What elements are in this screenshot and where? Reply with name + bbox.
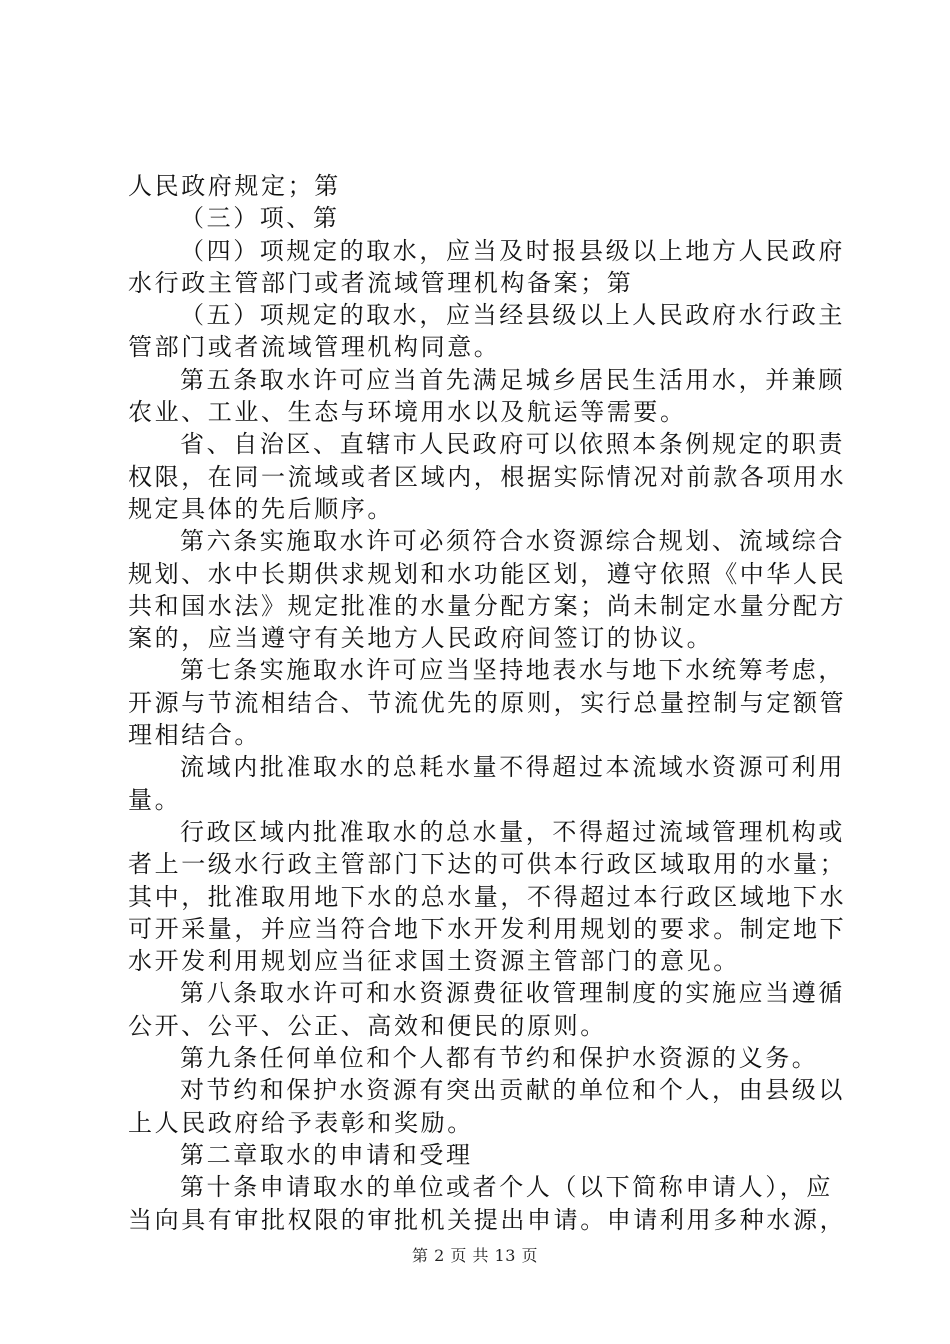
text-line: 当向具有审批权限的审批机关提出申请。申请利用多种水源， bbox=[128, 1205, 847, 1234]
text-line: 公开、公平、公正、高效和便民的原则。 bbox=[128, 1011, 607, 1040]
text-line: 可开采量，并应当符合地下水开发利用规划的要求。制定地下 bbox=[128, 914, 847, 943]
text-line: 共和国水法》规定批准的水量分配方案；尚未制定水量分配方 bbox=[128, 591, 847, 620]
text-line: 管部门或者流域管理机构同意。 bbox=[128, 333, 501, 362]
text-line: 上人民政府给予表彰和奖励。 bbox=[128, 1108, 474, 1137]
text-line: 对节约和保护水资源有突出贡献的单位和个人，由县级以 bbox=[180, 1076, 845, 1105]
text-line: 开源与节流相结合、节流优先的原则，实行总量控制与定额管 bbox=[128, 688, 847, 717]
text-line: 第七条实施取水许可应当坚持地表水与地下水统筹考虑， bbox=[180, 656, 845, 685]
text-line: 规定具体的先后顺序。 bbox=[128, 494, 394, 523]
text-line: （五）项规定的取水，应当经县级以上人民政府水行政主 bbox=[180, 301, 845, 330]
text-line: （三）项、第 bbox=[180, 204, 340, 233]
text-line: 人民政府规定；第 bbox=[128, 172, 341, 200]
text-line: 农业、工业、生态与环境用水以及航运等需要。 bbox=[128, 398, 687, 427]
page-footer: 第 2 页 共 13 页 bbox=[412, 1246, 538, 1265]
text-line: 第八条取水许可和水资源费征收管理制度的实施应当遵循 bbox=[180, 979, 845, 1008]
text-line: 第五条取水许可应当首先满足城乡居民生活用水，并兼顾 bbox=[180, 365, 845, 394]
chapter-heading: 第二章取水的申请和受理 bbox=[180, 1140, 473, 1169]
text-line: 规划、水中长期供求规划和水功能区划，遵守依照《中华人民 bbox=[128, 559, 847, 588]
text-line: 权限，在同一流域或者区域内，根据实际情况对前款各项用水 bbox=[128, 462, 847, 491]
text-line: 水行政主管部门或者流域管理机构备案；第 bbox=[128, 268, 634, 297]
text-line: 者上一级水行政主管部门下达的可供本行政区域取用的水量； bbox=[128, 850, 847, 879]
text-line: （四）项规定的取水，应当及时报县级以上地方人民政府 bbox=[180, 236, 845, 265]
text-line: 理相结合。 bbox=[128, 721, 261, 750]
text-line: 第九条任何单位和个人都有节约和保护水资源的义务。 bbox=[180, 1044, 819, 1073]
text-line: 流域内批准取水的总耗水量不得超过本流域水资源可利用 bbox=[180, 753, 845, 782]
body-text bbox=[128, 170, 847, 1236]
text-line: 第十条申请取水的单位或者个人（以下简称申请人），应 bbox=[180, 1173, 833, 1202]
text-line: 案的，应当遵守有关地方人民政府间签订的协议。 bbox=[128, 624, 714, 653]
text-line: 行政区域内批准取水的总水量，不得超过流域管理机构或 bbox=[180, 817, 845, 846]
text-line: 省、自治区、直辖市人民政府可以依照本条例规定的职责 bbox=[180, 430, 845, 459]
text-line: 第六条实施取水许可必须符合水资源综合规划、流域综合 bbox=[180, 527, 845, 556]
text-line: 水开发利用规划应当征求国土资源主管部门的意见。 bbox=[128, 947, 740, 976]
text-line: 其中，批准取用地下水的总水量，不得超过本行政区域地下水 bbox=[128, 882, 847, 911]
text-line: 量。 bbox=[128, 785, 182, 814]
